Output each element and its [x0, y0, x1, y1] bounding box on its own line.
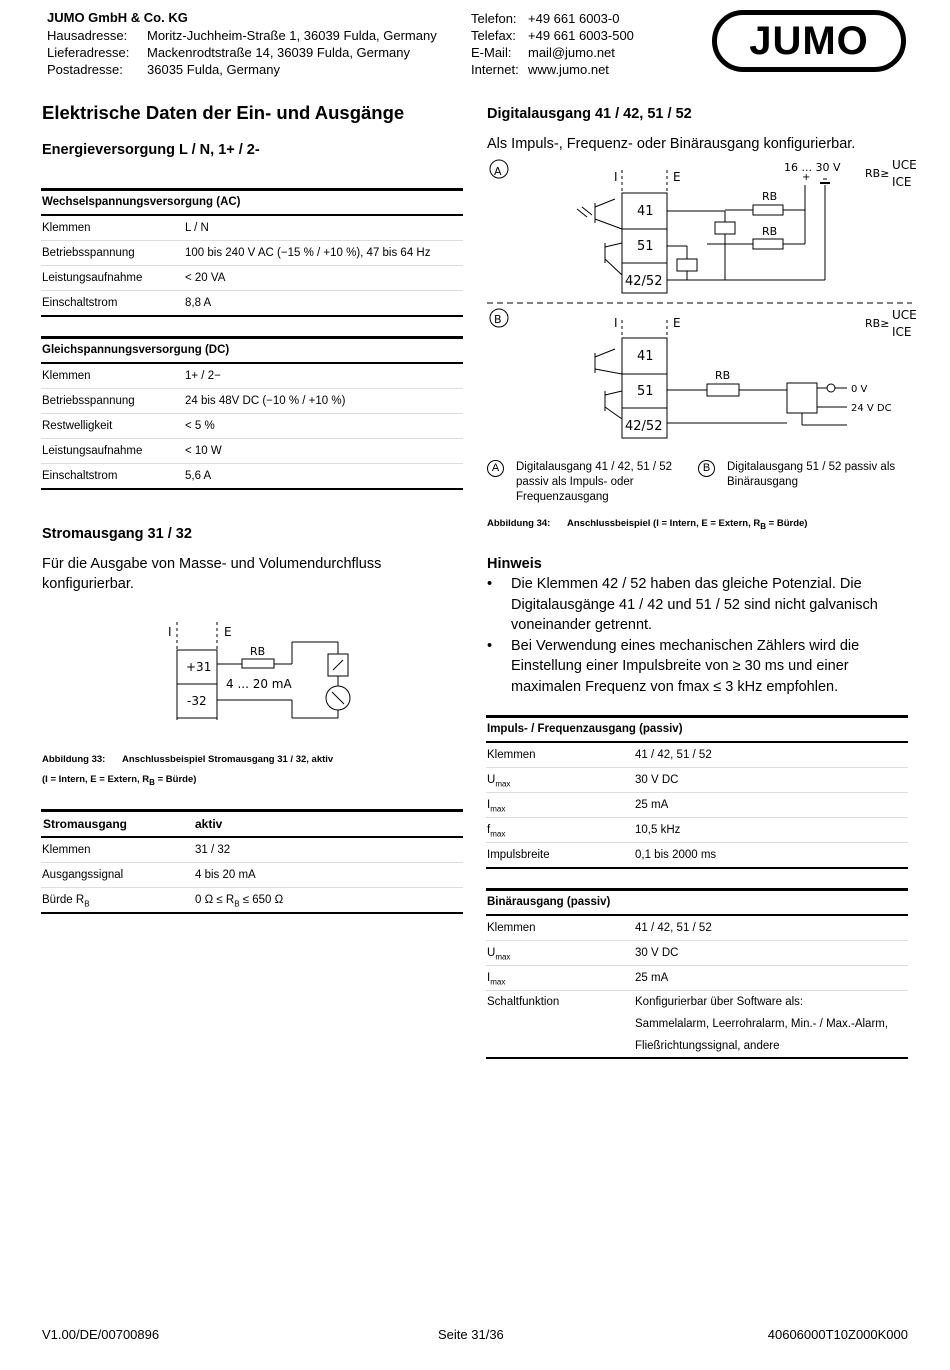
address-label: Postadresse: [47, 62, 123, 77]
rb-ge-label: RB≥ [865, 317, 890, 330]
contact-label: Internet: [471, 62, 519, 77]
table-row: $f_{max}$ 10,5 kHz [486, 818, 908, 843]
rb-label: RB [250, 645, 266, 658]
table-row: Betriebsspannung 100 bis 240 V AC (−15 % / +10 %), 47 bis 64 Hz [41, 241, 463, 266]
legend-b: B Digitalausgang 51 / 52 passiv als Binärausgang [698, 460, 912, 490]
doc-code: 40606000T10Z000K000 [767, 1327, 908, 1342]
diagram-label-internal: I [614, 170, 618, 184]
range-label: 4 ... 20 mA [226, 677, 292, 691]
table-row: Klemmen L / N [41, 216, 463, 241]
supply-label: 16 ... 30 V [784, 161, 841, 174]
contact-label: E-Mail: [471, 45, 512, 60]
hint-heading: Hinweis [487, 556, 542, 572]
terminal-41: 41 [637, 204, 654, 219]
table-row: Betriebsspannung 24 bis 48V DC (−10 % / +10 %) [41, 389, 463, 414]
figure-34-caption: Abbildung 34: Anschlussbeispiel (I = Intern, E = Extern, $R_B$ = Bürde) [487, 518, 808, 531]
doc-version: V1.00/DE/00700896 [42, 1327, 160, 1342]
table-row: Leistungsaufnahme < 10 W [41, 439, 463, 464]
table-row: Schaltfunktion Konfigurierbar über Software als: Sammelalarm, Leerrohralarm, Min.- / Max.-Alarm, Fließrichtungssignal, andere [487, 996, 889, 1052]
page-title: Elektrische Daten der Ein- und Ausgänge [42, 102, 405, 123]
current-output-text: Für die Ausgabe von Masse- und Volumendurchfluss konfigurierbar. [42, 556, 382, 592]
figure-33-caption-line2: (I = Intern, E = Extern, $R_B$ = Bürde) [42, 774, 197, 787]
jumo-logo: JUMO [712, 10, 906, 72]
list-item: • Bei Verwendung eines mechanischen Zählers wird die Einstellung einer Impulsbreite von ≥ 30 ms und einer maximalen Frequenz von fmax ≤ 3 kHz empfohlen. [487, 637, 860, 695]
current-output-table [41, 809, 463, 914]
rb-label: RB [762, 225, 778, 238]
contact-block [471, 10, 634, 78]
diagram-label-external: E [224, 625, 232, 639]
label-a: A [494, 165, 502, 178]
legend-a: A Digitalausgang 41 / 42, 51 / 52 passiv als Impuls- oder Frequenzausgang [487, 460, 686, 505]
address-value: Mackenrodtstraße 14, 36039 Fulda, Germany [147, 45, 411, 60]
table-row: Restwelligkeit < 5 % [41, 414, 463, 439]
terminal-plus31: +31 [186, 660, 212, 674]
table-heading: Wechselspannungsversorgung (AC) [41, 191, 463, 216]
power-supply-heading: Energieversorgung L / N, 1+ / 2- [42, 142, 260, 158]
label-b: B [494, 313, 502, 326]
contact-label: Telefon: [471, 11, 517, 26]
company-name: JUMO GmbH & Co. KG [47, 10, 188, 25]
table-row: Impulsbreite 0,1 bis 2000 ms [487, 849, 717, 861]
table-row: Klemmen 41 / 42, 51 / 52 [486, 743, 908, 768]
table-heading: Binärausgang (passiv) [486, 891, 908, 916]
dc-supply-table [41, 336, 463, 490]
contact-value: www.jumo.net [528, 62, 609, 77]
current-output-heading: Stromausgang 31 / 32 [42, 526, 192, 542]
terminal-minus32: -32 [187, 694, 207, 708]
legend-b-badge: B [698, 460, 715, 477]
table-row: Einschaltstrom 5,6 A [42, 470, 212, 482]
digital-output-diagram [487, 155, 922, 455]
terminal-4252: 42/52 [625, 274, 663, 289]
table-row: Einschaltstrom 8,8 A [42, 297, 212, 309]
table-heading: Stromausgang aktiv [41, 812, 463, 838]
page-number: Seite 31/36 [438, 1327, 504, 1342]
diagram-label-external: E [673, 170, 681, 184]
terminal-4252: 42/52 [625, 419, 663, 434]
table-row: Klemmen 1+ / 2− [41, 364, 463, 389]
contact-value: mail@jumo.net [528, 45, 615, 60]
binary-output-table [486, 888, 908, 1059]
figure-33-caption: Abbildung 33: Anschlussbeispiel Stromausgang 31 / 32, aktiv [42, 754, 334, 765]
address-block [47, 27, 437, 78]
rb-label: RB [715, 369, 731, 382]
table-row: Bürde $R_B$ 0 $\Omega \le R_B \le 650$ Ω [42, 894, 284, 909]
table-row: $I_{max}$ 25 mA [486, 793, 908, 818]
uce-label: UCE [892, 308, 917, 322]
ice-label: ICE [892, 175, 912, 189]
contact-label: Telefax: [471, 28, 516, 43]
table-row: $U_{max}$ 30 V DC [486, 768, 908, 793]
table-row: $I_{max}$ 25 mA [486, 966, 908, 991]
plus-label: + [802, 172, 811, 183]
uce-label: UCE [892, 158, 917, 172]
24v-dc-label: 24 V DC [851, 403, 892, 414]
diagram-label-external: E [673, 316, 681, 330]
digital-output-heading: Digitalausgang 41 / 42, 51 / 52 [487, 106, 692, 122]
address-value: Moritz-Juchheim-Straße 1, 36039 Fulda, Germany [147, 28, 437, 43]
table-row: Leistungsaufnahme < 20 VA [41, 266, 463, 291]
legend-a-badge: A [487, 460, 504, 477]
zero-volt-label: 0 V [851, 384, 868, 395]
pulse-output-table [486, 715, 908, 869]
address-value: 36035 Fulda, Germany [147, 62, 280, 77]
terminal-41: 41 [637, 349, 654, 364]
diagram-label-internal: I [614, 316, 618, 330]
current-output-diagram [160, 622, 360, 722]
table-row: Klemmen 31 / 32 [41, 838, 463, 863]
diagram-label-internal: I [168, 625, 172, 639]
table-row: $U_{max}$ 30 V DC [486, 941, 908, 966]
ice-label: ICE [892, 325, 912, 339]
hint-list [487, 574, 887, 697]
contact-value: +49 661 6003-500 [528, 28, 634, 43]
terminal-51: 51 [637, 239, 654, 254]
digital-output-text: Als Impuls-, Frequenz- oder Binärausgang konfigurierbar. [487, 136, 856, 152]
table-row: Ausgangssignal 4 bis 20 mA [41, 863, 463, 888]
table-heading: Impuls- / Frequenzausgang (passiv) [486, 718, 908, 743]
address-label: Hausadresse: [47, 28, 128, 43]
terminal-51: 51 [637, 384, 654, 399]
list-item: • Die Klemmen 42 / 52 haben das gleiche Potenzial. Die Digitalausgänge 41 / 42 und 51 / 52 sind nicht galvanisch voneinander getrennt. [487, 576, 878, 633]
address-label: Lieferadresse: [47, 45, 130, 60]
rb-label: RB [762, 190, 778, 203]
contact-value: +49 661 6003-0 [528, 11, 620, 26]
table-heading: Gleichspannungsversorgung (DC) [41, 339, 463, 364]
rb-ge-label: RB≥ [865, 167, 890, 180]
ac-supply-table [41, 188, 463, 317]
table-row: Klemmen 41 / 42, 51 / 52 [486, 916, 908, 941]
